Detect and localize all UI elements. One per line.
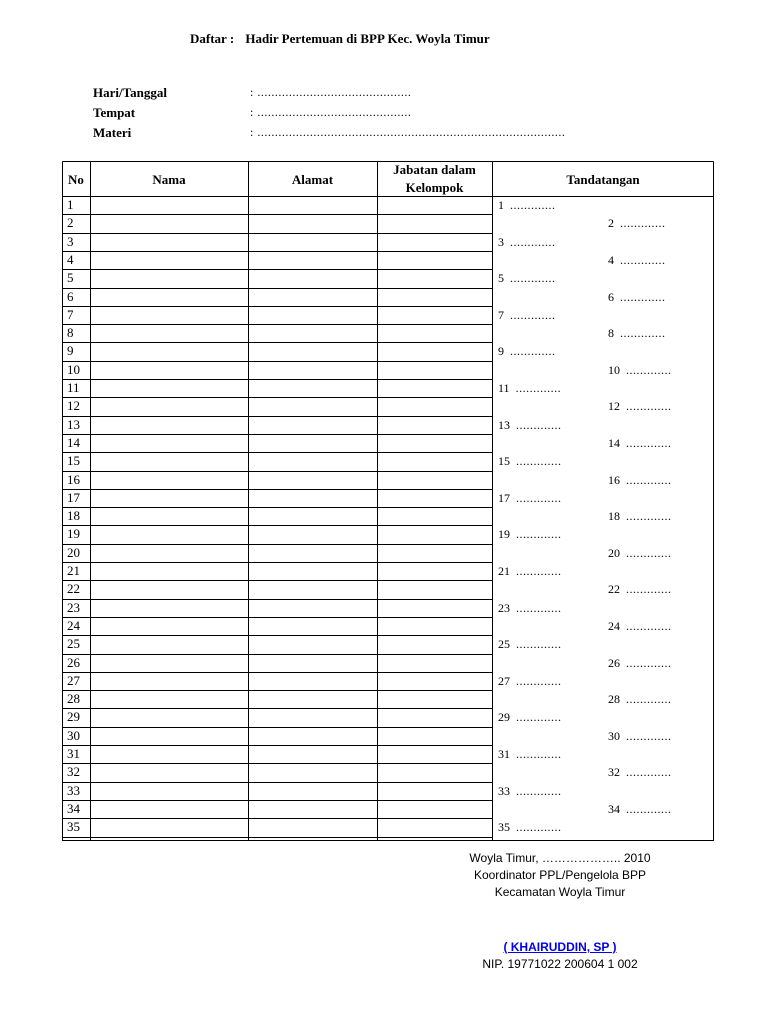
signature-dots: ............. <box>626 655 672 670</box>
row-number: 31 <box>67 746 80 761</box>
signature-number: 25 <box>498 637 510 652</box>
header-alamat: Alamat <box>291 172 334 187</box>
signature-number: 16 <box>608 472 620 487</box>
signatory-district: Kecamatan Woyla Timur <box>494 885 626 899</box>
signature-slot <box>608 363 672 378</box>
row-number: 11 <box>67 380 80 395</box>
signature-dots: ............. <box>620 289 666 304</box>
signature-dots: ............. <box>626 582 672 597</box>
signature-dots: ............. <box>510 234 556 249</box>
title-text: Hadir Pertemuan di BPP Kec. Woyla Timur <box>245 31 490 46</box>
signature-number: 35 <box>498 820 510 835</box>
signature-slot <box>498 601 562 616</box>
field-label-hari-tanggal: Hari/Tanggal <box>93 85 167 100</box>
row-number: 4 <box>67 251 74 267</box>
signature-dots: ............. <box>516 783 562 798</box>
signature-slot <box>608 436 672 451</box>
row-number: 8 <box>67 325 74 341</box>
signature-slot <box>608 765 672 780</box>
signature-number: 22 <box>608 582 620 597</box>
signature-dots: ............. <box>516 820 562 835</box>
signature-dots: ............. <box>516 747 562 761</box>
row-number: 9 <box>67 343 74 359</box>
signature-number: 9 <box>498 344 504 359</box>
signature-dots: ............. <box>626 765 672 780</box>
place-date: Woyla Timur, ……………….. 2010 <box>469 851 651 865</box>
row-number: 1 <box>67 197 74 212</box>
header-nama: Nama <box>152 172 186 187</box>
field-value-hari-tanggal: : ............................................ <box>250 85 412 99</box>
signature-slot <box>608 253 666 268</box>
signature-number: 14 <box>608 435 620 450</box>
signature-slot <box>498 491 562 506</box>
signature-number: 26 <box>608 655 620 670</box>
signature-slot <box>498 637 562 652</box>
signature-number: 32 <box>608 765 620 780</box>
signature-number: 3 <box>498 234 504 249</box>
signature-slot <box>498 527 562 542</box>
signature-slot <box>608 656 672 671</box>
row-number: 7 <box>67 306 74 322</box>
signature-dots: ............. <box>626 692 672 707</box>
signature-number: 6 <box>608 289 614 304</box>
signature-dots: ............. <box>626 362 672 377</box>
signature-dots: ............. <box>516 673 562 688</box>
signature-slot <box>498 454 562 469</box>
header-jabatan-line2: Kelompok <box>405 180 464 195</box>
signature-slot <box>608 582 672 597</box>
signature-number: 33 <box>498 783 510 798</box>
signature-number: 11 <box>498 381 510 395</box>
signature-slot <box>498 747 562 762</box>
signatory-name: ( KHAIRUDDIN, SP ) <box>503 940 617 954</box>
signature-dots: ............. <box>510 198 556 212</box>
signature-slot <box>498 198 556 213</box>
signature-slot <box>498 344 556 359</box>
signatory-nip: NIP. 19771022 200604 1 002 <box>482 957 638 971</box>
signature-number: 8 <box>608 326 614 341</box>
field-label-tempat: Tempat <box>93 105 136 120</box>
signature-block <box>440 850 680 973</box>
signature-number: 2 <box>608 216 614 231</box>
field-value-tempat: : ............................................ <box>250 105 412 119</box>
signature-slot <box>498 271 556 286</box>
signature-slot <box>608 546 672 561</box>
signature-dots: ............. <box>620 216 666 231</box>
row-number: 19 <box>67 526 80 542</box>
row-number: 14 <box>67 434 80 450</box>
signature-dots: ............. <box>516 637 562 652</box>
row-number: 29 <box>67 709 80 725</box>
signature-number: 17 <box>498 490 510 505</box>
signature-dots: ............. <box>510 344 556 359</box>
signature-slot <box>498 418 562 433</box>
signature-dots: ............. <box>516 417 562 432</box>
row-number: 25 <box>67 636 80 652</box>
header-jabatan-line1: Jabatan dalam <box>393 162 476 177</box>
row-number: 5 <box>67 270 74 286</box>
signature-number: 7 <box>498 307 504 322</box>
signature-slot <box>608 216 666 231</box>
signature-dots: ............. <box>626 545 672 560</box>
signature-dots: ............. <box>626 472 672 487</box>
signature-number: 23 <box>498 600 510 615</box>
signatory-role: Koordinator PPL/Pengelola BPP <box>473 868 647 882</box>
signature-number: 5 <box>498 271 504 286</box>
signature-number: 19 <box>498 527 510 542</box>
row-number: 15 <box>67 453 80 469</box>
signature-slot <box>498 674 562 689</box>
row-number: 33 <box>67 782 80 798</box>
signature-number: 1 <box>498 198 504 212</box>
row-number: 12 <box>67 398 80 414</box>
signature-dots: ............. <box>626 399 672 414</box>
signature-slot <box>608 473 672 488</box>
signature-dots: ............. <box>626 801 672 816</box>
signature-slot <box>498 235 556 250</box>
row-number: 27 <box>67 672 80 688</box>
signature-dots: ............. <box>516 490 562 505</box>
signature-number: 4 <box>608 252 614 267</box>
row-number: 24 <box>67 617 80 633</box>
row-number: 34 <box>67 800 80 816</box>
signature-number: 24 <box>608 618 620 633</box>
signature-slot <box>608 619 672 634</box>
signature-dots: ............. <box>516 564 562 578</box>
signature-dots: ............. <box>626 618 672 633</box>
signature-number: 12 <box>608 399 620 414</box>
row-number: 21 <box>67 563 80 578</box>
signature-number: 34 <box>608 801 620 816</box>
row-number: 2 <box>67 215 74 231</box>
signature-number: 28 <box>608 692 620 707</box>
row-number: 6 <box>67 288 74 304</box>
signature-dots: ............. <box>620 326 666 341</box>
signature-dots: ............. <box>510 271 556 286</box>
signature-dots: ............. <box>516 710 562 725</box>
signature-number: 20 <box>608 545 620 560</box>
signature-slot <box>498 710 562 725</box>
row-number: 30 <box>67 727 80 743</box>
signature-dots: ............. <box>626 435 672 450</box>
title-prefix: Daftar : <box>190 31 235 46</box>
signature-number: 10 <box>608 362 620 377</box>
signature-dots: ............. <box>516 454 562 469</box>
signature-number: 18 <box>608 509 620 524</box>
row-number: 35 <box>67 819 80 835</box>
signature-number: 21 <box>498 564 510 578</box>
row-number: 28 <box>67 691 80 707</box>
header-no: No <box>68 172 84 187</box>
signature-dots: ............. <box>626 509 672 524</box>
signature-dots: ............. <box>516 600 562 615</box>
row-number: 23 <box>67 599 80 615</box>
row-number: 10 <box>67 361 80 377</box>
signature-number: 30 <box>608 728 620 743</box>
row-number: 17 <box>67 489 80 505</box>
row-number: 20 <box>67 544 80 560</box>
signature-slot <box>608 729 672 744</box>
signature-slot <box>498 820 562 835</box>
signature-slot <box>608 399 672 414</box>
signature-slot <box>498 564 562 579</box>
row-number: 16 <box>67 471 80 487</box>
attendance-table <box>62 161 714 841</box>
row-number: 22 <box>67 581 80 597</box>
row-number: 3 <box>67 233 74 249</box>
signature-number: 13 <box>498 417 510 432</box>
signature-number: 31 <box>498 747 510 761</box>
signature-slot <box>498 381 561 396</box>
row-number: 32 <box>67 764 80 780</box>
signature-slot <box>498 308 556 323</box>
signature-dots: ............. <box>515 381 562 395</box>
signature-dots: ............. <box>516 527 562 542</box>
signature-dots: ............. <box>620 252 666 267</box>
signature-dots: ............. <box>626 728 672 743</box>
signature-slot <box>608 290 666 305</box>
field-value-materi: : ........................................................................................ <box>250 125 566 139</box>
row-number: 13 <box>67 416 80 432</box>
signature-slot <box>498 784 562 799</box>
signature-slot <box>608 509 672 524</box>
signature-number: 15 <box>498 454 510 469</box>
signature-slot <box>608 802 672 817</box>
header-tandatangan: Tandatangan <box>566 172 640 187</box>
row-number: 26 <box>67 654 80 670</box>
field-label-materi: Materi <box>93 125 132 140</box>
signature-dots: ............. <box>510 307 556 322</box>
signature-number: 29 <box>498 710 510 725</box>
signature-slot <box>608 692 672 707</box>
row-number: 18 <box>67 508 80 524</box>
signature-number: 27 <box>498 673 510 688</box>
document-title <box>190 31 490 47</box>
signature-slot <box>608 326 666 341</box>
